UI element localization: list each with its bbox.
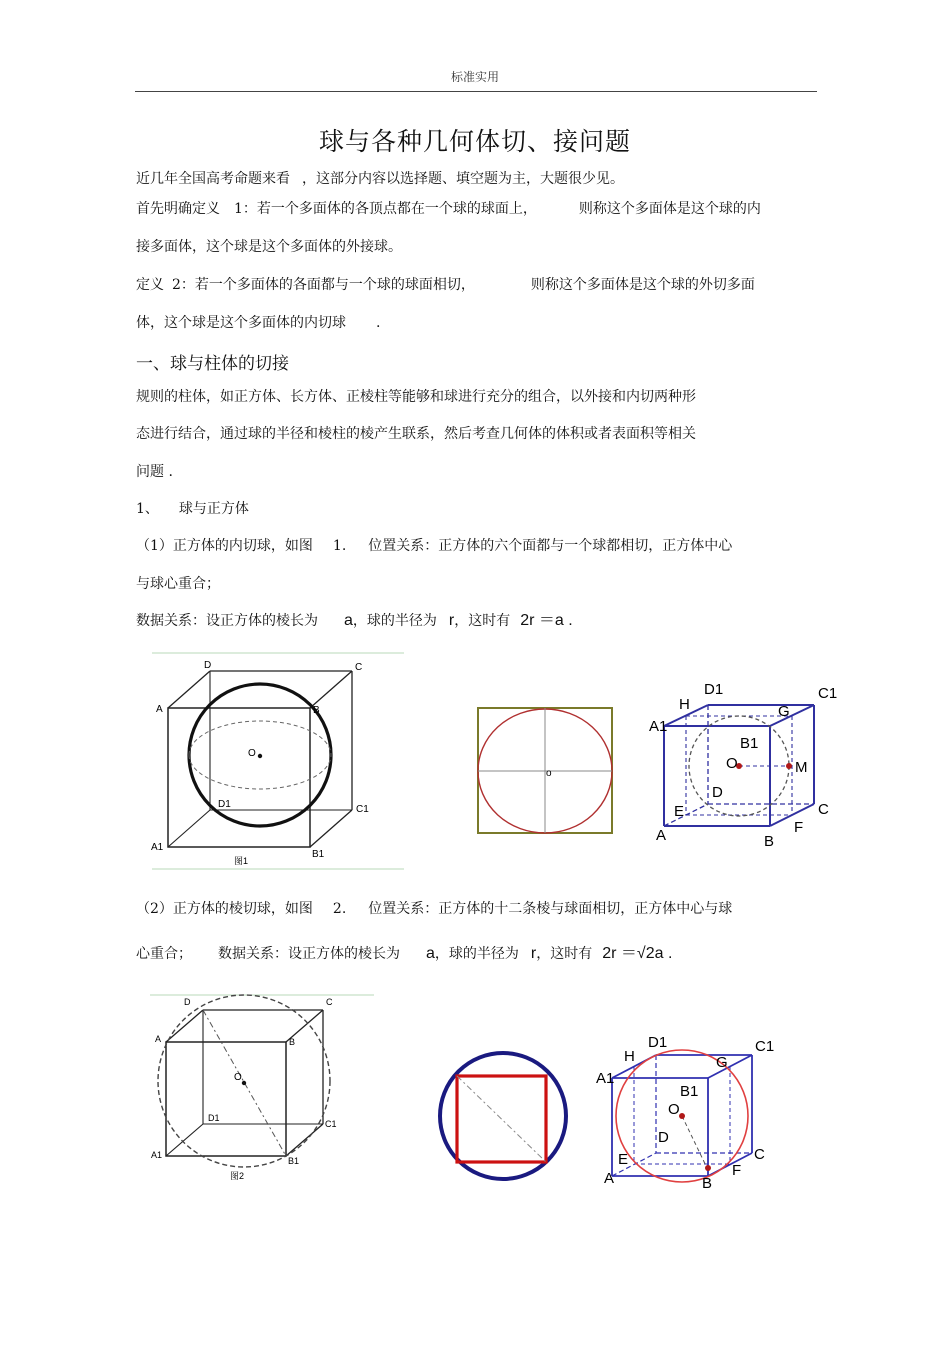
cube-edge — [168, 671, 210, 708]
text: 2. — [332, 901, 347, 917]
para-line-3: 问题 . — [136, 464, 173, 480]
cube-hidden-edge — [166, 1124, 203, 1156]
vertex-label-a: A — [155, 1034, 162, 1044]
cube-front-face — [168, 708, 310, 847]
text: 球与正方体 — [178, 501, 249, 517]
case-1-line — [136, 536, 732, 556]
vertex-label-d: D — [658, 1129, 669, 1146]
text: 1. — [332, 538, 347, 554]
figure-2-edge-tangent-sphere — [148, 992, 376, 1188]
text: r — [448, 612, 455, 629]
vertex-label-d1: D1 — [208, 1113, 220, 1123]
vertex-label-a1: A1 — [649, 718, 668, 735]
vertex-label-d1: D1 — [648, 1034, 668, 1051]
definition-2-cont — [136, 313, 380, 333]
data-relation-1 — [136, 611, 573, 631]
sphere-center-point — [242, 1081, 246, 1085]
text: 数据关系：设正方体的棱长为 — [218, 946, 400, 962]
case-2-line — [136, 899, 732, 919]
text: （1）正方体的内切球，如图 — [136, 538, 313, 554]
text: 心重合； — [136, 946, 192, 962]
center-label: o — [546, 768, 552, 779]
vertex-label-a1: A1 — [596, 1070, 615, 1087]
text: 2r ＝ — [602, 945, 637, 962]
cube-edge — [166, 1010, 203, 1042]
cube-hidden-edge — [168, 810, 210, 847]
figure-2-labeled-cube — [594, 1028, 790, 1194]
vertex-label-d1: D1 — [704, 681, 724, 698]
text: 1：若一个多面体的各顶点都在一个球的球面上， — [234, 201, 537, 217]
definition-1-line — [136, 199, 761, 219]
page-title: 球与各种几何体切、接问题 — [318, 127, 631, 156]
text: r — [530, 945, 537, 962]
text: a — [426, 945, 435, 962]
text: ，这时有 — [536, 946, 593, 962]
header-rule — [135, 91, 817, 92]
case-1-cont: 与球心重合； — [136, 576, 220, 592]
vertex-label-c1: C1 — [325, 1119, 337, 1129]
text: ，这部分内容以选择题、填空题为主，大题很少见。 — [302, 171, 624, 187]
vertex-label-g: G — [716, 1054, 728, 1071]
vertex-label-b1: B1 — [288, 1156, 300, 1166]
point-label-m: M — [795, 759, 808, 776]
cube-edge — [286, 1124, 323, 1156]
text: 2：若一个多面体的各面都与一个球的球面相切， — [172, 277, 475, 293]
figure-1-cross-section — [474, 705, 616, 837]
vertex-label-b1: B1 — [740, 735, 759, 752]
vertex-label-c: C — [355, 662, 363, 673]
intro-line-1 — [136, 169, 624, 189]
vertex-label-e: E — [674, 803, 685, 820]
text: ，球的半径为 — [434, 946, 519, 962]
vertex-label-c1: C1 — [755, 1038, 775, 1055]
text: （2）正方体的棱切球，如图 — [136, 901, 313, 917]
vertex-label-a: A — [604, 1170, 615, 1187]
vertex-label-a: A — [656, 827, 667, 844]
vertex-label-b: B — [764, 833, 775, 850]
vertex-label-d1: D1 — [218, 799, 231, 810]
figure-2-cross-section — [436, 1050, 570, 1184]
text: 位置关系：正方体的十二条棱与球面相切，正方体中心与球 — [368, 901, 733, 917]
text: a — [344, 612, 353, 629]
vertex-label-c: C — [754, 1146, 765, 1163]
subsection-heading — [136, 499, 249, 519]
text: 2r ＝a . — [520, 612, 573, 629]
tangent-point-m — [786, 763, 792, 769]
center-label-o: O — [248, 748, 256, 759]
vertex-label-b: B — [289, 1037, 296, 1047]
vertex-label-d: D — [184, 997, 191, 1007]
sphere-center-point — [258, 754, 262, 758]
vertex-label-h: H — [679, 696, 690, 713]
square-diagonal — [457, 1076, 546, 1162]
sphere-center-point — [679, 1113, 685, 1119]
section-heading: 一、球与柱体的切接 — [136, 354, 289, 374]
center-label-o: O — [726, 755, 738, 772]
text: 则称这个多面体是这个球的内 — [578, 201, 761, 217]
text: 则称这个多面体是这个球的外切多面 — [530, 277, 755, 293]
vertex-label-b1: B1 — [312, 849, 325, 860]
vertex-label-c: C — [818, 801, 829, 818]
vertex-label-e: E — [618, 1151, 629, 1168]
text: 位置关系：正方体的六个面都与一个球都相切，正方体中心 — [368, 538, 733, 554]
vertex-label-g: G — [778, 703, 790, 720]
vertex-label-b: B — [313, 705, 320, 716]
text: 体，这个球是这个多面体的内切球 — [136, 315, 346, 331]
center-label-o: O — [668, 1101, 680, 1118]
cube-edge — [310, 810, 352, 847]
text: 近几年全国高考命题来看 — [136, 171, 290, 187]
vertex-label-a1: A1 — [151, 1150, 163, 1160]
vertex-label-f: F — [794, 819, 804, 836]
para-line-2: 态进行结合，通过球的半径和棱柱的棱产生联系，然后考查几何体的体积或者表面积等相关 — [136, 426, 696, 442]
figure-1-inscribed-sphere — [148, 650, 408, 874]
text: 1、 — [136, 501, 159, 517]
text: 首先明确定义 — [136, 201, 220, 217]
para-line-1: 规则的柱体，如正方体、长方体、正棱柱等能够和球进行充分的组合，以外接和内切两种形 — [136, 389, 696, 405]
page-header: 标准实用 — [450, 70, 499, 84]
text: 定义 — [136, 277, 164, 293]
tangent-point-f — [705, 1165, 711, 1171]
radius-line — [682, 1116, 708, 1170]
text: 数据关系：设正方体的棱长为 — [136, 613, 318, 629]
text: ，球的半径为 — [352, 613, 437, 629]
text: . — [376, 315, 381, 331]
vertex-label-c1: C1 — [356, 804, 369, 815]
figure-1-labeled-cube — [648, 676, 846, 854]
text: √2a . — [636, 945, 673, 962]
vertex-label-c1: C1 — [818, 685, 838, 702]
vertex-label-d: D — [712, 784, 723, 801]
definition-2-line — [136, 275, 755, 295]
vertex-label-a1: A1 — [151, 842, 164, 853]
text: ，这时有 — [454, 613, 511, 629]
figure-caption: 图1 — [234, 856, 249, 866]
vertex-label-a: A — [156, 704, 163, 715]
data-relation-2 — [136, 944, 672, 964]
vertex-label-h: H — [624, 1048, 635, 1065]
figure-caption: 图2 — [230, 1171, 245, 1181]
vertex-label-d: D — [204, 660, 212, 671]
vertex-label-f: F — [732, 1162, 742, 1179]
center-label-o: O — [234, 1072, 242, 1083]
cube-edge — [310, 671, 352, 708]
vertex-label-b1: B1 — [680, 1083, 699, 1100]
vertex-label-b: B — [702, 1175, 713, 1192]
definition-1-cont: 接多面体，这个球是这个多面体的外接球。 — [136, 239, 402, 255]
cube-front-face — [166, 1042, 286, 1156]
vertex-label-c: C — [326, 997, 333, 1007]
